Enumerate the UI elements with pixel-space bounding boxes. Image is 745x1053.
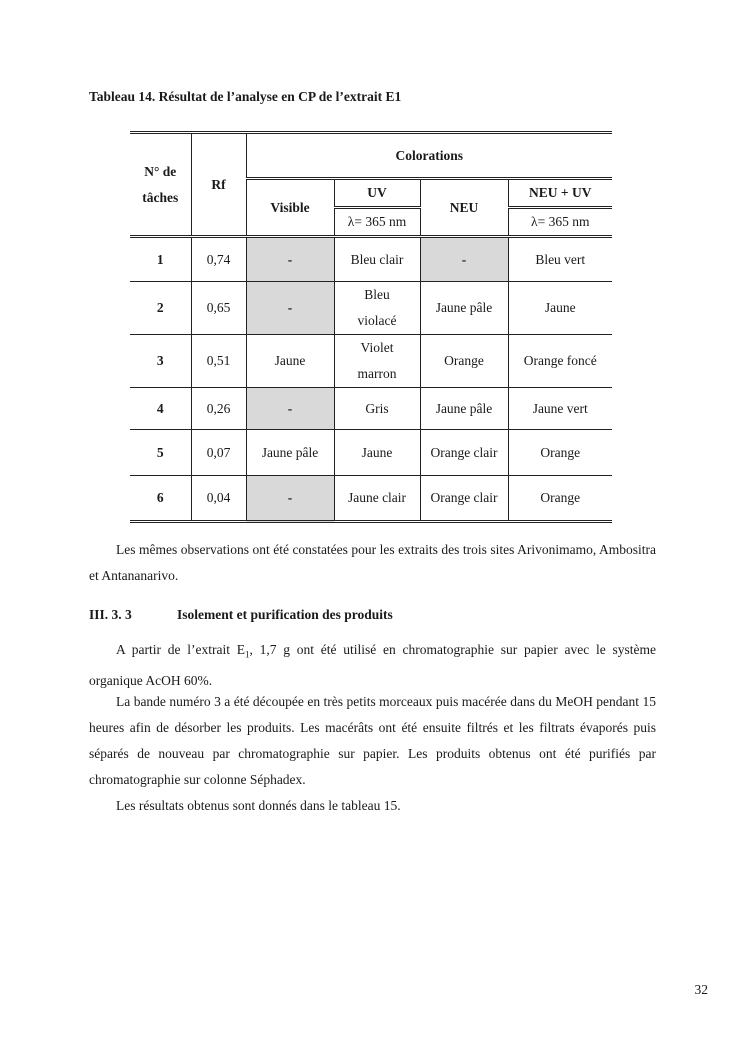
extract-subscript: 1 — [245, 649, 250, 660]
header-visible: Visible — [246, 179, 334, 237]
table-row — [130, 430, 612, 476]
header-spot — [130, 133, 191, 237]
rf-value: 0,74 — [191, 237, 246, 282]
paragraph-extract-end: , 1,7 g ont été utilisé en chromatographie sur papier avec le système organique AcOH 60%. — [89, 642, 656, 688]
rf-value: 0,26 — [191, 388, 246, 430]
header-spot-line2: tâches — [142, 189, 179, 205]
paragraph-observations: Les mêmes observations ont été constatées pour les extraits des trois sites Arivonimamo, Ambositra et Antananarivo. — [89, 542, 656, 583]
header-neu: NEU — [420, 179, 508, 237]
spot-number: 3 — [130, 335, 191, 388]
spot-number: 6 — [130, 476, 191, 522]
section-heading — [89, 607, 393, 623]
header-rf: Rf — [191, 133, 246, 237]
table-row — [130, 476, 612, 522]
table-row — [130, 237, 612, 282]
table-row — [130, 388, 612, 430]
section-title: Isolement et purification des produits — [177, 607, 393, 622]
spot-number: 1 — [130, 237, 191, 282]
visible-color: Jaune pâle — [246, 430, 334, 476]
spot-number: 4 — [130, 388, 191, 430]
visible-color: - — [246, 237, 334, 282]
uv-color-line1: Violet — [360, 340, 394, 355]
paragraph-extract-start: A partir de l’extrait E — [116, 642, 245, 657]
uv-color — [334, 282, 420, 335]
neu-uv-color: Orange foncé — [508, 335, 612, 388]
uv-color-line2: marron — [357, 366, 397, 381]
uv-color: Bleu clair — [334, 237, 420, 282]
uv-color: Jaune — [334, 430, 420, 476]
header-uv: UV — [334, 179, 420, 208]
header-colorations: Colorations — [246, 133, 612, 179]
section-number: III. 3. 3 — [89, 607, 132, 622]
page-number: 32 — [694, 982, 708, 997]
uv-color: Jaune clair — [334, 476, 420, 522]
rf-value: 0,65 — [191, 282, 246, 335]
neu-color: Orange clair — [420, 430, 508, 476]
rf-value: 0,07 — [191, 430, 246, 476]
neu-uv-color: Orange — [508, 476, 612, 522]
table-caption: Tableau 14. Résultat de l’analyse en CP de l’extrait E1 — [89, 89, 402, 104]
neu-uv-color: Jaune — [508, 282, 612, 335]
neu-uv-color: Jaune vert — [508, 388, 612, 430]
neu-uv-color: Orange — [508, 430, 612, 476]
results-table — [130, 131, 612, 523]
spot-number: 2 — [130, 282, 191, 335]
neu-color: Orange clair — [420, 476, 508, 522]
uv-color: Gris — [334, 388, 420, 430]
table-row — [130, 282, 612, 335]
neu-color: Jaune pâle — [420, 388, 508, 430]
visible-color: - — [246, 282, 334, 335]
paragraph-results: Les résultats obtenus sont donnés dans le tableau 15. — [116, 798, 401, 813]
visible-color: Jaune — [246, 335, 334, 388]
neu-color: Jaune pâle — [420, 282, 508, 335]
table-row — [130, 335, 612, 388]
visible-color: - — [246, 476, 334, 522]
spot-number: 5 — [130, 430, 191, 476]
header-spot-line1: N° de — [144, 163, 177, 179]
header-uv-wavelength: λ= 365 nm — [334, 208, 420, 237]
visible-color: - — [246, 388, 334, 430]
header-neu-uv-wavelength: λ= 365 nm — [508, 208, 612, 237]
rf-value: 0,04 — [191, 476, 246, 522]
uv-color-line2: violacé — [357, 313, 397, 328]
paragraph-procedure: La bande numéro 3 a été découpée en très petits morceaux puis macérée dans du MeOH pendant 15 heures afin de désorber les produits. Les macérâts ont été ensuite filtrés et les filtrats évaporés puis séparés de nouveau par chromatographie sur papier. Les produits obtenus ont été purifiés par chromatographie sur colonne Séphadex. — [89, 694, 656, 787]
paragraph-extract — [89, 637, 656, 694]
uv-color-line1: Bleu — [364, 287, 390, 302]
neu-color: Orange — [420, 335, 508, 388]
uv-color — [334, 335, 420, 388]
neu-color: - — [420, 237, 508, 282]
rf-value: 0,51 — [191, 335, 246, 388]
header-neu-uv: NEU + UV — [529, 185, 592, 200]
neu-uv-color: Bleu vert — [508, 237, 612, 282]
